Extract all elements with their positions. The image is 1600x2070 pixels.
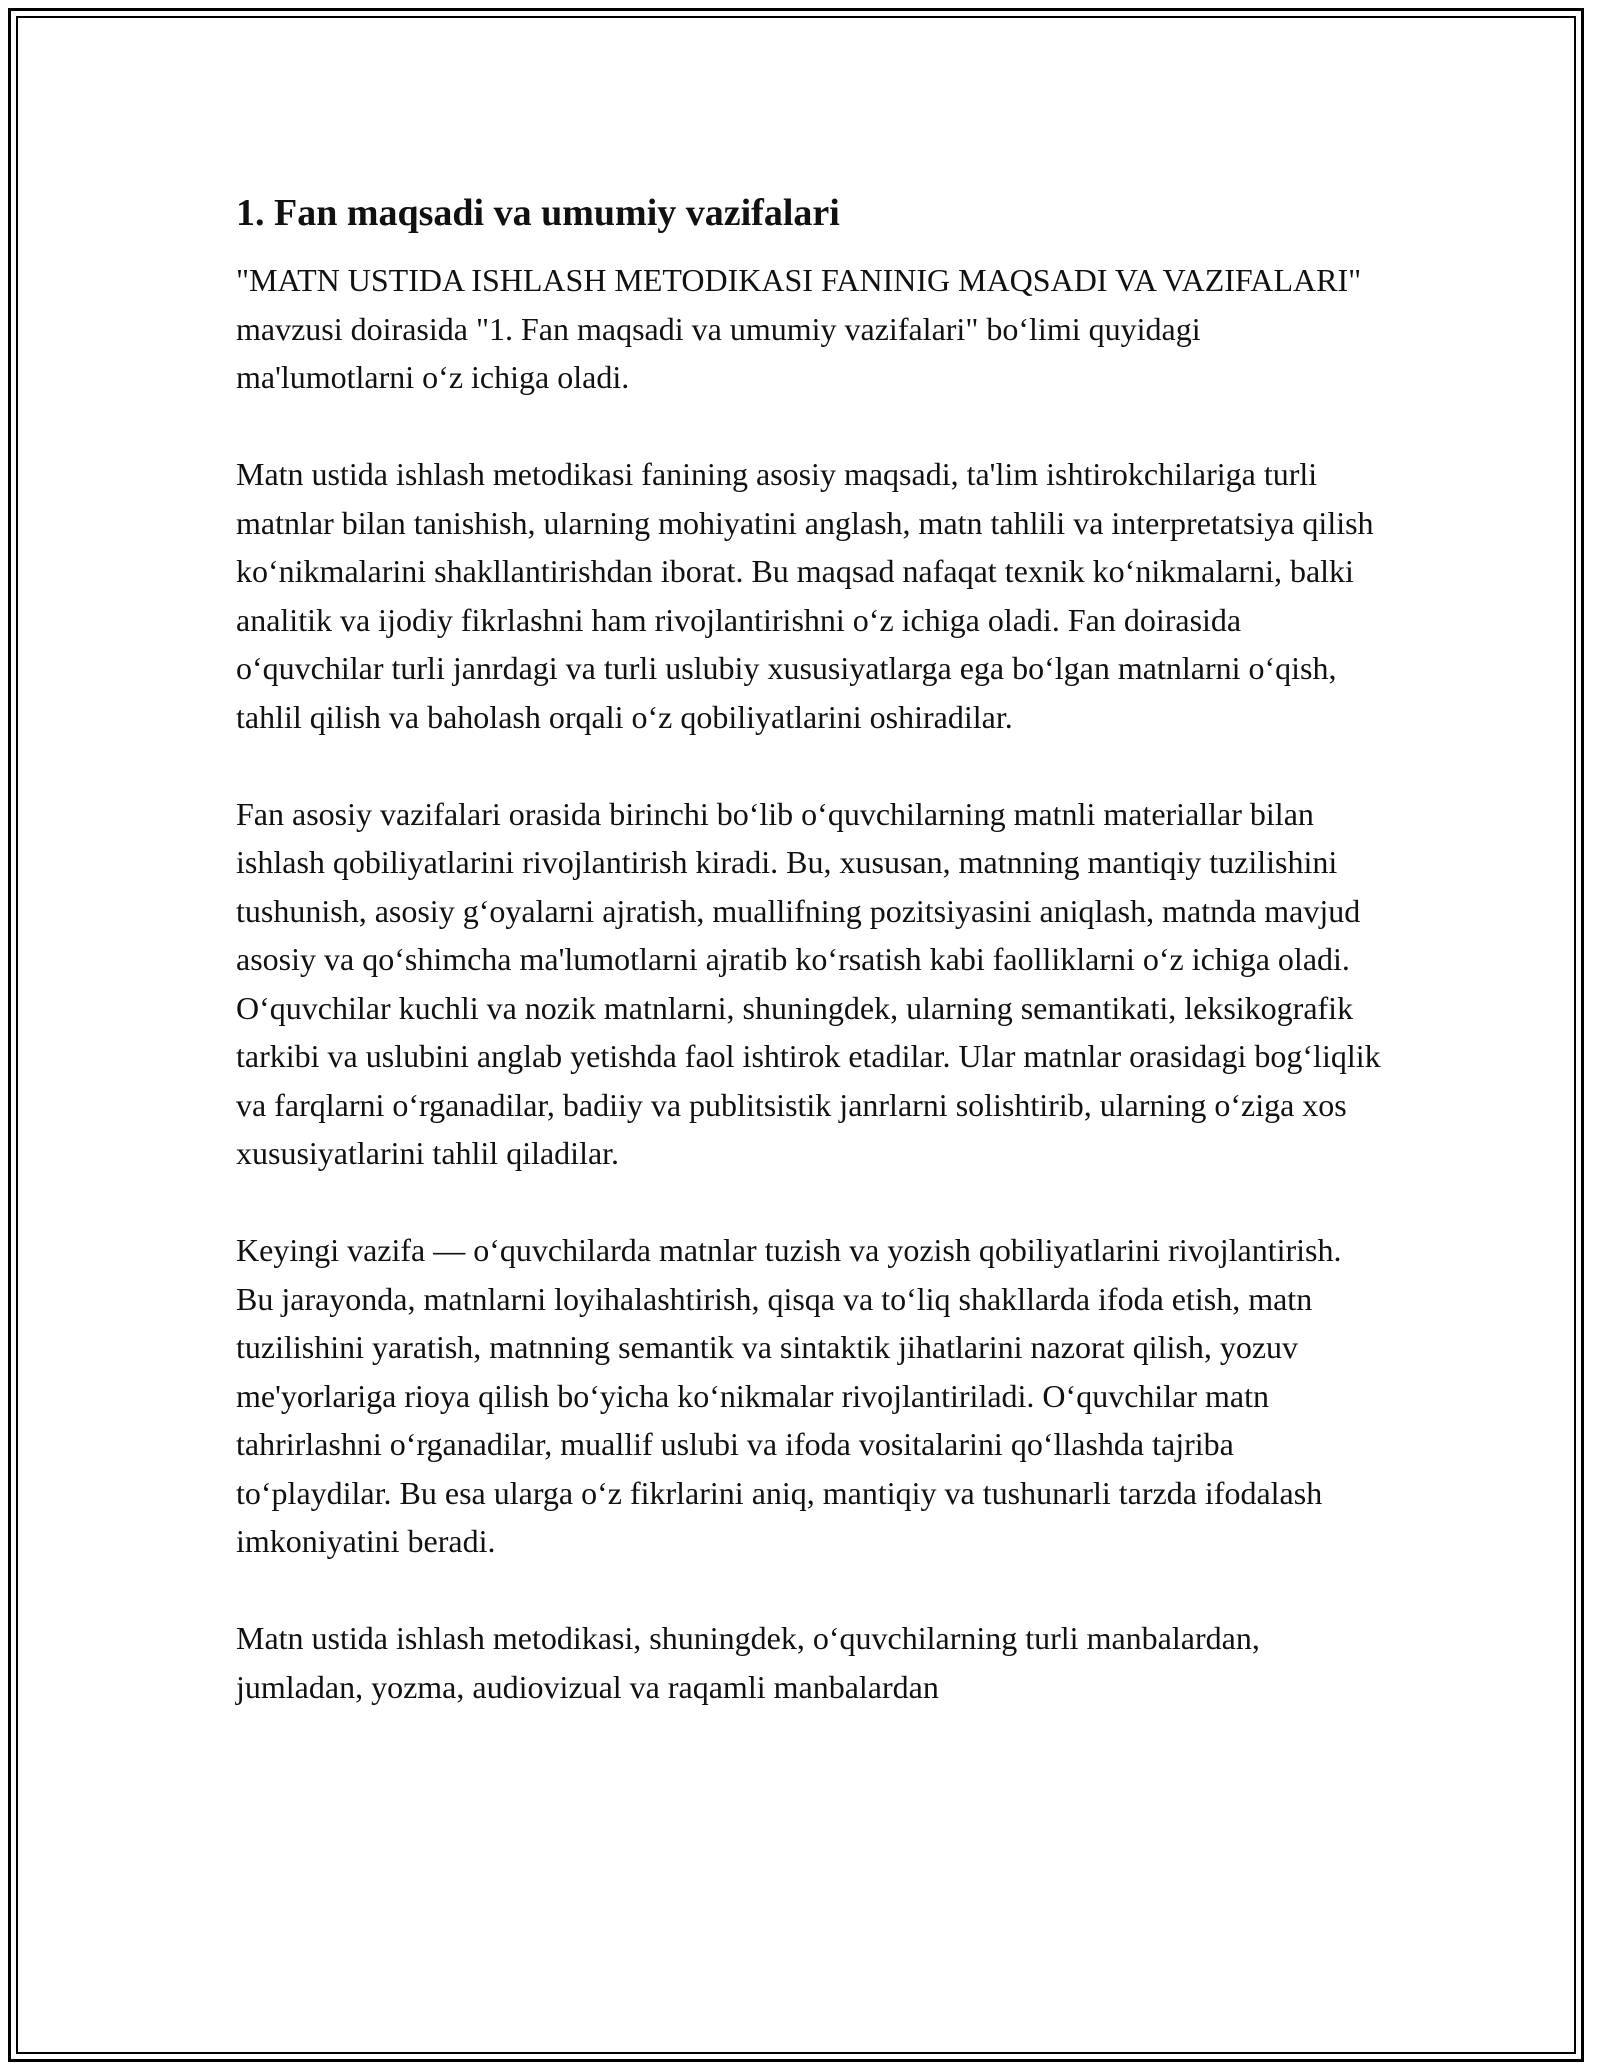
paragraph-next-task: Keyingi vazifa — o‘quvchilarda matnlar tuzish va yozish qobiliyatlarini rivojlantirish. Bu jarayonda, matnlarni loyihalashtirish, qisqa va to‘liq shakllarda ifoda etish, matn tuzilishini yaratish, matnning semantik va sintaktik jihatlarini nazorat qilish, yozuv me'yorlariga rioya qilish bo‘yicha ko‘nikmalar rivojlantiriladi. O‘quvchilar matn tahrirlashni o‘rganadilar, muallif uslubi va ifoda vositalarini qo‘llashda tajriba to‘playdilar. Bu esa ularga o‘z fikrlarini aniq, mantiqiy va tushunarli tarzda ifodalash imkoniyatini beradi. [236, 1232, 1342, 1559]
section-heading: 1. Fan maqsadi va umumiy vazifalari [236, 192, 840, 234]
document-body [236, 188, 1386, 1760]
paragraph-sources: Matn ustida ishlash metodikasi, shuningdek, o‘quvchilarning turli manbalardan, jumladan, yozma, audiovizual va raqamli manbalardan [236, 1620, 1260, 1705]
paragraph-intro: "MATN USTIDA ISHLASH METODIKASI FANINIG MAQSADI VA VAZIFALARI" mavzusi doirasida "1. Fan maqsadi va umumiy vazifalari" bo‘limi quyidagi ma'lumotlarni o‘z ichiga oladi. [236, 262, 1362, 395]
paragraph-goal: Matn ustida ishlash metodikasi fanining asosiy maqsadi, ta'lim ishtirokchilariga turli matnlar bilan tanishish, ularning mohiyatini anglash, matn tahlili va interpretatsiya qilish ko‘nikmalarini shakllantirishdan iborat. Bu maqsad nafaqat texnik ko‘nikmalarni, balki analitik va ijodiy fikrlashni ham rivojlantirishni o‘z ichiga oladi. Fan doirasida o‘quvchilar turli janrdagi va turli uslubiy xususiyatlarga ega bo‘lgan matnlarni o‘qish, tahlil qilish va baholash orqali o‘z qobiliyatlarini oshiradilar. [236, 456, 1374, 735]
paragraph-main-tasks: Fan asosiy vazifalari orasida birinchi bo‘lib o‘quvchilarning matnli materiallar bilan ishlash qobiliyatlarini rivojlantirish kiradi. Bu, xususan, matnning mantiqiy tuzilishini tushunish, asosiy g‘oyalarni ajratish, muallifning pozitsiyasini aniqlash, matnda mavjud asosiy va qo‘shimcha ma'lumotlarni ajratib ko‘rsatish kabi faolliklarni o‘z ichiga oladi. O‘quvchilar kuchli va nozik matnlarni, shuningdek, ularning semantikati, leksikografik tarkibi va uslubini anglab yetishda faol ishtirok etadilar. Ular matnlar orasidagi bog‘liqlik va farqlarni o‘rganadilar, badiiy va publitsistik janrlarni solishtirib, ularning o‘ziga xos xususiyatlarini tahlil qiladilar. [236, 795, 1381, 1171]
